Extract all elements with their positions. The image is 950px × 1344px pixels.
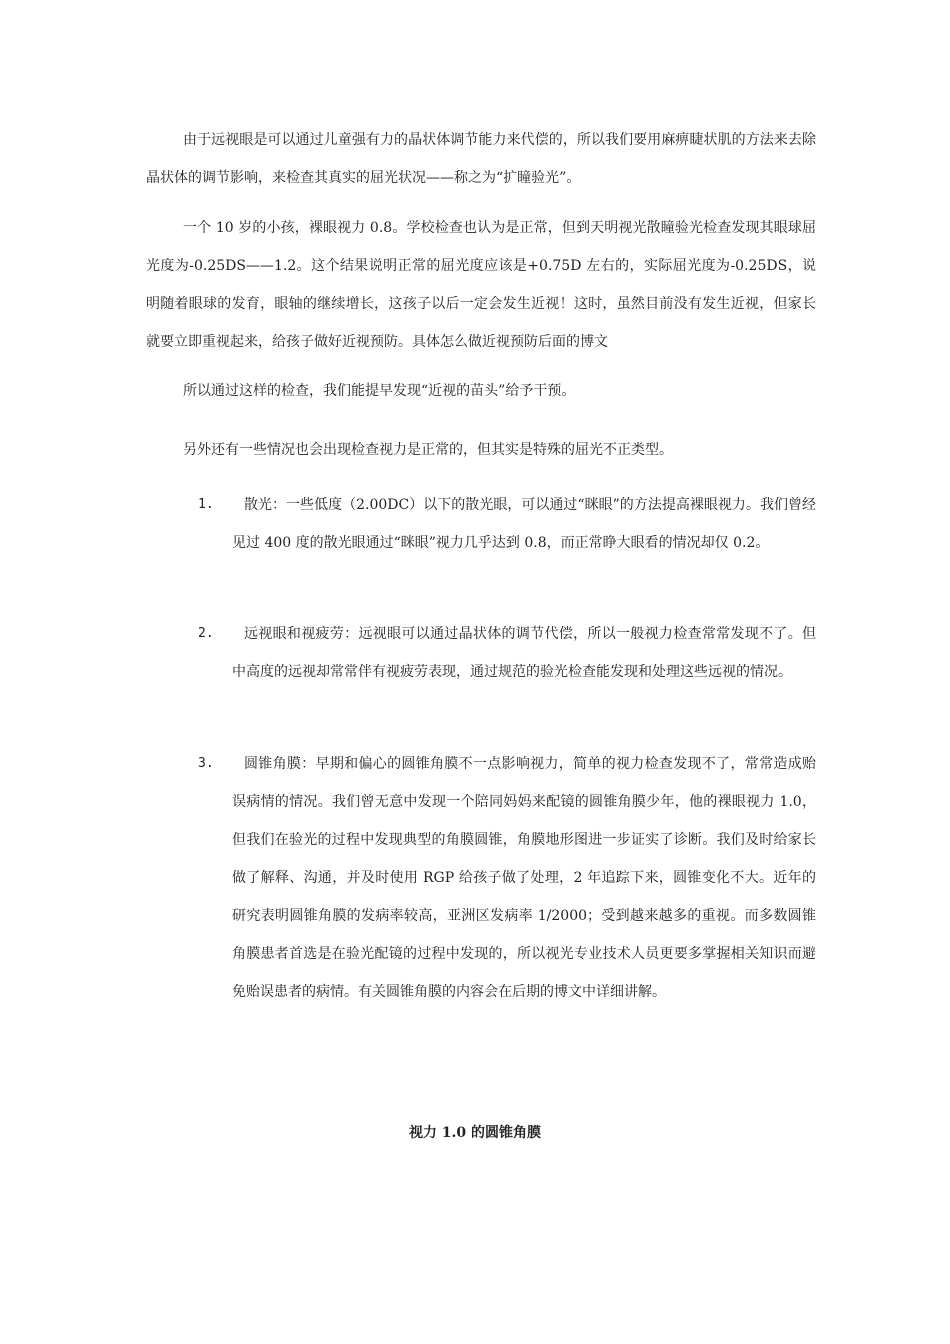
paragraph-hyperopia-cycloplegia: 由于远视眼是可以通过儿童强有力的晶状体调节能力来代偿的，所以我们要用麻痹睫状肌的方法来去除晶状体的调节影响，来检查其真实的屈光状况——称之为“扩瞳验光”。 [146, 132, 816, 186]
list-number: 2. [198, 626, 214, 641]
list-item-text: 圆锥角膜：早期和偏心的圆锥角膜不一点影响视力，简单的视力检查发现不了，常常造成贻误病情的情况。我们曾无意中发现一个陪同妈妈来配镜的圆锥角膜少年，他的裸眼视力 1.0，但我们在验光的过程中发现典型的角膜圆锥，角膜地形图进一步证实了诊断。我们及时给家长做了解释、沟通，并及时使用 RGP 给孩子做了处理，2 年追踪下来，圆锥变化不大。近年的研究表明圆锥角膜的发病率较高，亚洲区发病率 1/2000；受到越来越多的重视。而多数圆锥角膜患者首选是在验光配镜的过程中发现的，所以视光专业技术人员更要多掌握相关知识而避免贻误患者的病情。有关圆锥角膜的内容会在后期的博文中详细讲解。 [232, 756, 816, 1000]
list-number: 1. [198, 497, 214, 512]
list-item-astigmatism [146, 486, 816, 562]
list-item-hyperopia-fatigue [146, 615, 816, 691]
list-number: 3. [198, 756, 214, 771]
list-item-text: 远视眼和视疲劳：远视眼可以通过晶状体的调节代偿，所以一般视力检查常常发现不了。但中高度的远视却常常伴有视疲劳表现，通过规范的验光检查能发现和处理这些远视的情况。 [232, 626, 816, 680]
list-item-keratoconus [146, 745, 816, 1011]
list-item-text: 散光：一些低度（2.00DC）以下的散光眼，可以通过“眯眼”的方法提高裸眼视力。我们曾经见过 400 度的散光眼通过“眯眼”视力几乎达到 0.8，而正常睁大眼看的情况却仅 0.2。 [232, 497, 816, 551]
figure-caption: 视力 1.0 的圆锥角膜 [408, 1125, 542, 1141]
paragraph-other-cases: 另外还有一些情况也会出现检查视力是正常的，但其实是特殊的屈光不正类型。 [183, 442, 673, 458]
paragraph-case-10-year-old: 一个 10 岁的小孩，裸眼视力 0.8。学校检查也认为是正常，但到天明视光散瞳验光检查发现其眼球屈光度为-0.25DS——1.2。这个结果说明正常的屈光度应该是+0.75D 左右的，实际屈光度为-0.25DS，说明随着眼球的发育，眼轴的继续增长，这孩子以后一定会发生近视！这时，虽然目前没有发生近视，但家长就要立即重视起来，给孩子做好近视预防。具体怎么做近视预防后面的博文 [146, 220, 816, 350]
paragraph-early-detection: 所以通过这样的检查，我们能提早发现“近视的苗头”给予干预。 [183, 383, 576, 399]
